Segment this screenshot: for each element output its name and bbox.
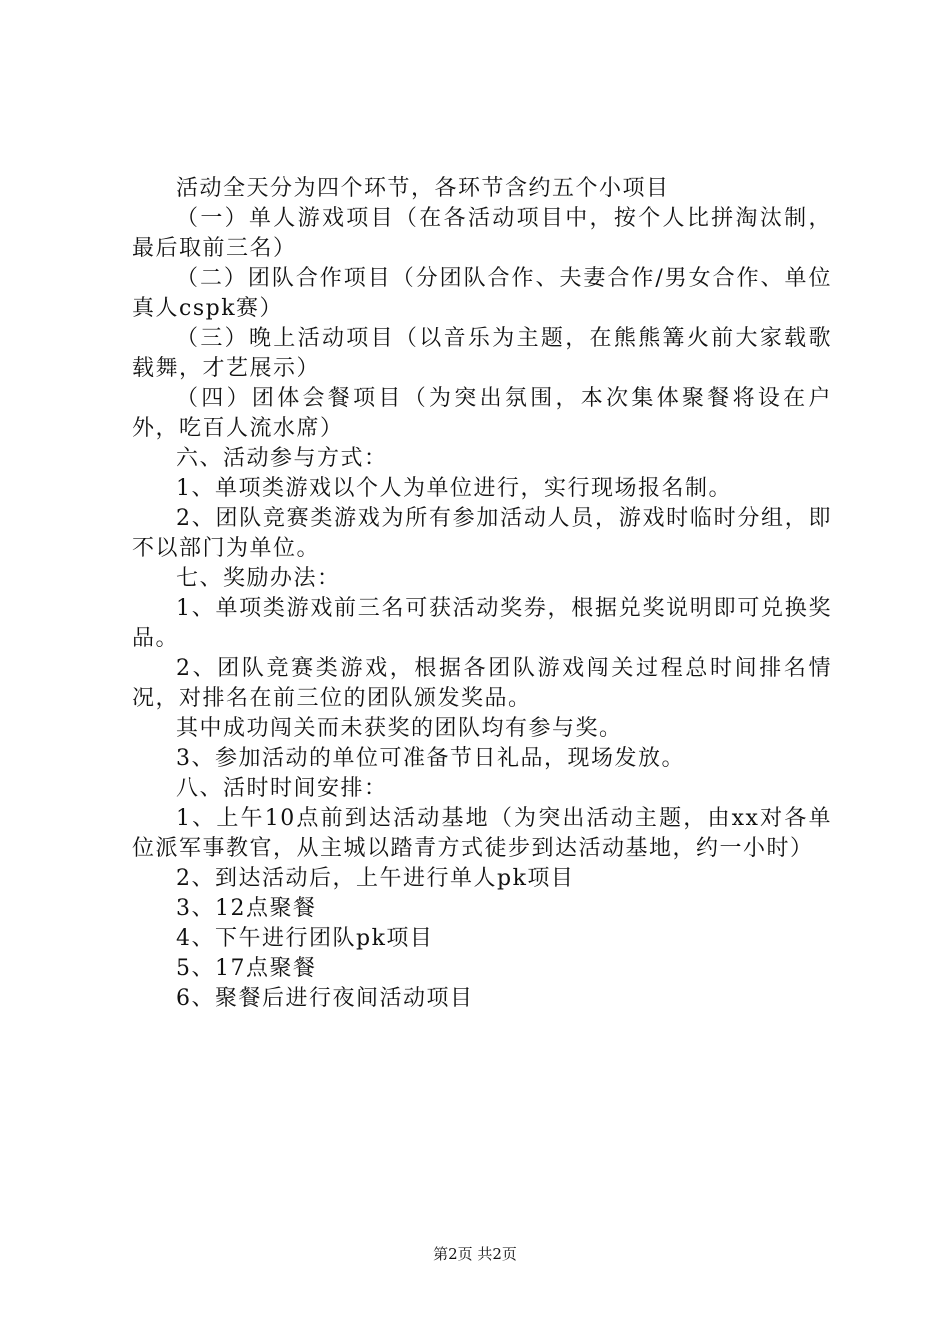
paragraph-item-4: （四）团体会餐项目（为突出氛围，本次集体聚餐将设在户外，吃百人流水席） [132,386,832,441]
paragraph-schedule-3: 3、12点聚餐 [176,896,317,921]
section-heading-schedule: 八、活时时间安排： [176,776,388,801]
section-heading-rewards: 七、奖励办法： [176,566,341,591]
page-number: 第2页 共2页 [433,1245,517,1263]
page-footer [0,1243,950,1264]
paragraph-schedule-1: 1、上午10点前到达活动基地（为突出活动主题，由xx对各单位派军事教官，从主城以踏青方式徒步到达活动基地，约一小时） [132,806,832,861]
paragraph-rewards-note: 其中成功闯关而未获奖的团队均有参与奖。 [176,716,623,741]
paragraph-schedule-4: 4、下午进行团队pk项目 [176,926,434,951]
paragraph-item-2: （二）团队合作项目（分团队合作、夫妻合作/男女合作、单位真人cspk赛） [132,266,832,321]
paragraph-participation-1: 1、单项类游戏以个人为单位进行，实行现场报名制。 [176,476,732,501]
paragraph-rewards-1: 1、单项类游戏前三名可获活动奖券，根据兑奖说明即可兑换奖品。 [132,596,832,651]
paragraph-schedule-6: 6、聚餐后进行夜间活动项目 [176,986,474,1011]
paragraph-item-1: （一）单人游戏项目（在各活动项目中，按个人比拼淘汰制，最后取前三名） [132,206,832,261]
document-body [132,174,832,1014]
paragraph-item-3: （三）晚上活动项目（以音乐为主题，在熊熊篝火前大家载歌载舞，才艺展示） [132,326,832,381]
paragraph-rewards-3: 3、参加活动的单位可准备节日礼品，现场发放。 [176,746,685,771]
paragraph-schedule-2: 2、到达活动后，上午进行单人pk项目 [176,866,575,891]
paragraph-schedule-5: 5、17点聚餐 [176,956,317,981]
section-heading-participation: 六、活动参与方式： [176,446,388,471]
paragraph-overview: 活动全天分为四个环节，各环节含约五个小项目 [176,176,670,201]
paragraph-rewards-2: 2、团队竞赛类游戏，根据各团队游戏闯关过程总时间排名情况，对排名在前三位的团队颁发奖品。 [132,656,832,711]
paragraph-participation-2: 2、团队竞赛类游戏为所有参加活动人员，游戏时临时分组，即不以部门为单位。 [132,506,832,561]
